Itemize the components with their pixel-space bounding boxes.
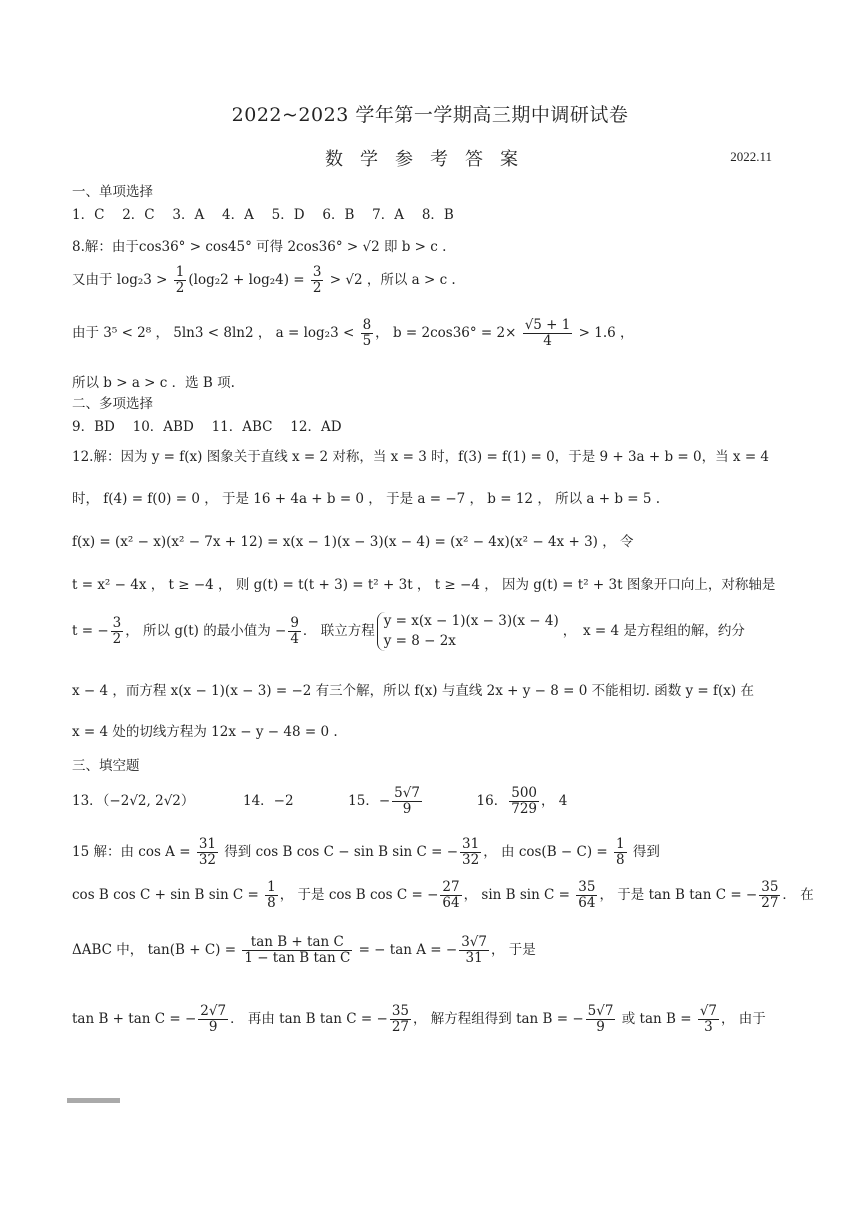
q8-line-3-text-c: > 1.6 ， bbox=[574, 324, 634, 341]
fraction-numerator: 35 bbox=[391, 1003, 409, 1019]
fraction-numerator: √7 bbox=[699, 1003, 718, 1019]
fraction-denominator: 32 bbox=[198, 851, 216, 868]
q15-line-1-text-d: 得到 bbox=[628, 843, 660, 860]
page-title: 2022~2023 学年第一学期高三期中调研试卷 bbox=[231, 104, 629, 126]
q12-line-5 bbox=[72, 612, 745, 651]
fraction bbox=[265, 880, 278, 911]
answer-16-suffix: ， 4 bbox=[541, 792, 568, 809]
fraction-numerator: 3 bbox=[112, 615, 122, 632]
q15-line-4-text-a: tan B + tan C = − bbox=[72, 1010, 197, 1027]
answer-14: 14．−2 bbox=[242, 792, 294, 809]
single-choice-answers: 1．C 2．C 3．A 4．A 5．D 6．B 7．A 8．B bbox=[72, 207, 454, 223]
q8-line-1: 8.解：由于cos36° > cos45° 可得 2cos36° > √2 即 b > c . bbox=[72, 239, 447, 255]
q8-line-2 bbox=[72, 265, 456, 296]
q8-line-2-text-a: 又由于 log₂3 > bbox=[72, 271, 172, 288]
fraction-numerator: 1 bbox=[616, 836, 625, 852]
q15-line-2-text-e: ． 在 bbox=[782, 886, 814, 903]
fraction-numerator: 5√7 bbox=[587, 1003, 614, 1019]
q12-line-6: x − 4 ，而方程 x(x − 1)(x − 3) = −2 有三个解，所以 f(x) 与直线 2x + y − 8 = 0 不能相切. 函数 y = f(x) 在 bbox=[72, 683, 754, 699]
fraction-numerator: 35 bbox=[578, 879, 596, 895]
q15-line-4-text-e: ， 由于 bbox=[721, 1010, 766, 1027]
q15-line-3 bbox=[72, 935, 536, 966]
q8-line-3-text-b: ， b = 2cos36° = 2× bbox=[375, 324, 521, 341]
q15-line-2-text-c: ， sin B sin C = bbox=[463, 886, 575, 903]
fraction-numerator: 3√7 bbox=[461, 934, 487, 950]
q15-line-2-text-a: cos B cos C + sin B sin C = bbox=[72, 886, 264, 903]
fraction-denominator: 729 bbox=[511, 800, 538, 817]
answer-16 bbox=[476, 785, 568, 817]
fraction-numerator: 1 bbox=[175, 264, 185, 280]
q12-line-5-text-d: ， x = 4 是方程组的解，约分 bbox=[562, 623, 745, 640]
q8-line-3 bbox=[72, 318, 634, 349]
q12-line-5-text-c: ． 联立方程 bbox=[302, 623, 375, 640]
fraction-denominator: 8 bbox=[616, 851, 625, 868]
q15-line-2-text-b: ， 于是 cos B cos C = − bbox=[279, 886, 439, 903]
fraction bbox=[288, 616, 301, 647]
q15-line-2 bbox=[72, 880, 814, 911]
fraction-numerator: 2√7 bbox=[200, 1003, 227, 1019]
q15-line-3-text-b: = − tan A = − bbox=[354, 941, 458, 958]
fraction-numerator: tan B + tan C bbox=[242, 935, 352, 951]
fraction-denominator: 2 bbox=[312, 279, 322, 296]
fraction-denominator: 4 bbox=[290, 631, 299, 648]
equation-system-row: y = 8 − 2x bbox=[383, 632, 456, 649]
fraction-denominator: 31 bbox=[465, 949, 483, 966]
fraction-numerator: √5 + 1 bbox=[524, 317, 571, 333]
fraction-numerator: 31 bbox=[462, 836, 480, 852]
q8-line-3-text-a: 由于 3⁵ < 2⁸ ， 5ln3 < 8ln2 ， a = log₂3 < bbox=[72, 324, 359, 341]
section-heading-single-choice: 一、单项选择 bbox=[72, 184, 153, 200]
footer-divider bbox=[67, 1098, 120, 1103]
answer-15-prefix: 15．− bbox=[348, 792, 391, 809]
q15-line-4-text-b: ． 再由 tan B tan C = − bbox=[230, 1010, 388, 1027]
fraction-denominator: 32 bbox=[462, 851, 480, 868]
q12-line-4: t = x² − 4x ， t ≥ −4 ， 则 g(t) = t(t + 3) = t² + 3t ， t ≥ −4 ， 因为 g(t) = t² + 3t 图象开口向上，对称轴是 bbox=[72, 577, 776, 593]
fraction bbox=[311, 265, 324, 296]
fraction-denominator: 8 bbox=[267, 894, 276, 911]
fraction bbox=[460, 837, 481, 868]
fraction-denominator: 9 bbox=[208, 1018, 218, 1035]
q15-line-3-text-a: ΔABC 中， tan(B + C) = bbox=[72, 941, 241, 958]
q15-line-4-text-d: 或 tan B = bbox=[617, 1010, 696, 1027]
q15-line-3-text-c: ， 于是 bbox=[490, 941, 536, 958]
q15-line-1-text-b: 得到 cos B cos C − sin B sin C = − bbox=[220, 843, 459, 860]
fraction-numerator: 9 bbox=[290, 615, 299, 632]
fraction bbox=[390, 1004, 411, 1035]
fraction bbox=[440, 880, 461, 911]
fraction-numerator: 500 bbox=[511, 785, 538, 801]
fraction-denominator: 4 bbox=[543, 332, 552, 349]
answer-13: 13．（−2√2, 2√2） bbox=[72, 792, 195, 809]
answer-16-prefix: 16． bbox=[476, 792, 508, 809]
q8-line-2-text-b: (log₂2 + log₂4) = bbox=[188, 271, 309, 288]
q12-line-3: f(x) = (x² − x)(x² − 7x + 12) = x(x − 1)(x − 3)(x − 4) = (x² − 4x)(x² − 4x + 3) ， 令 bbox=[72, 534, 634, 550]
fraction bbox=[698, 1004, 719, 1035]
fraction-denominator: 3 bbox=[704, 1018, 713, 1035]
fraction bbox=[576, 880, 597, 911]
fraction bbox=[614, 837, 627, 868]
q15-line-1-text-c: ， 由 cos(B − C) = bbox=[483, 843, 613, 860]
q12-line-2: 时， f(4) = f(0) = 0 ， 于是 16 + 4a + b = 0 ， 于是 a = −7 ， b = 12 ， 所以 a + b = 5 . bbox=[72, 491, 661, 507]
answer-15 bbox=[348, 785, 424, 817]
fraction-denominator: 27 bbox=[391, 1018, 409, 1035]
q15-line-1 bbox=[72, 837, 660, 868]
fraction bbox=[361, 318, 374, 349]
fraction-numerator: 8 bbox=[362, 317, 372, 333]
fraction-numerator: 27 bbox=[442, 879, 460, 895]
q8-line-4: 所以 b > a > c ．选 B 项. bbox=[72, 375, 235, 391]
page-subtitle: 数学参考答案 bbox=[325, 149, 535, 170]
q15-line-1-text-a: 15 解：由 cos A = bbox=[72, 843, 195, 860]
fraction-numerator: 3 bbox=[312, 264, 322, 280]
fraction-denominator: 64 bbox=[578, 894, 596, 911]
q15-line-4-text-c: ， 解方程组得到 tan B = − bbox=[413, 1010, 584, 1027]
page-date: 2022.11 bbox=[730, 149, 772, 164]
fraction-denominator: 2 bbox=[112, 631, 122, 648]
q12-line-5-text-a: t = − bbox=[72, 623, 109, 640]
fraction-numerator: 1 bbox=[267, 879, 276, 895]
fraction bbox=[242, 935, 352, 966]
fill-blank-answers bbox=[72, 786, 567, 817]
fraction-numerator: 31 bbox=[198, 836, 216, 852]
fraction-denominator: 64 bbox=[442, 894, 460, 911]
q15-line-2-text-d: ， 于是 tan B tan C = − bbox=[599, 886, 758, 903]
q12-line-5-text-b: ， 所以 g(t) 的最小值为 − bbox=[125, 623, 287, 640]
fraction bbox=[459, 935, 489, 966]
fraction bbox=[392, 786, 422, 817]
fraction bbox=[523, 318, 573, 349]
fraction-denominator: 27 bbox=[761, 894, 779, 911]
q12-line-1: 12.解：因为 y = f(x) 图象关于直线 x = 2 对称，当 x = 3 时，f(3) = f(1) = 0，于是 9 + 3a + b = 0，当 x = 4 bbox=[72, 449, 770, 465]
fraction-numerator: 35 bbox=[761, 879, 779, 895]
fraction-denominator: 9 bbox=[402, 800, 412, 817]
fraction bbox=[197, 837, 218, 868]
multi-choice-answers: 9．BD 10．ABD 11．ABC 12．AD bbox=[72, 419, 342, 435]
q15-line-4 bbox=[72, 1004, 766, 1035]
fraction bbox=[586, 1004, 616, 1035]
fraction-denominator: 1 − tan B tan C bbox=[244, 949, 351, 966]
section-heading-multi-choice: 二、多项选择 bbox=[72, 396, 153, 412]
q12-line-7: x = 4 处的切线方程为 12x − y − 48 = 0 . bbox=[72, 724, 338, 740]
fraction bbox=[759, 880, 780, 911]
fraction bbox=[509, 786, 539, 817]
q8-line-2-text-c: > √2 ，所以 a > c . bbox=[325, 271, 456, 288]
fraction-denominator: 5 bbox=[362, 332, 372, 349]
equation-system bbox=[377, 612, 563, 651]
fraction bbox=[198, 1004, 228, 1035]
section-heading-fill-blank: 三、填空题 bbox=[72, 758, 140, 774]
fraction bbox=[111, 616, 124, 647]
fraction-denominator: 9 bbox=[596, 1018, 605, 1035]
fraction-denominator: 2 bbox=[175, 279, 185, 296]
fraction bbox=[174, 265, 187, 296]
equation-system-row: y = x(x − 1)(x − 3)(x − 4) bbox=[383, 613, 559, 629]
fraction-numerator: 5√7 bbox=[394, 785, 420, 801]
